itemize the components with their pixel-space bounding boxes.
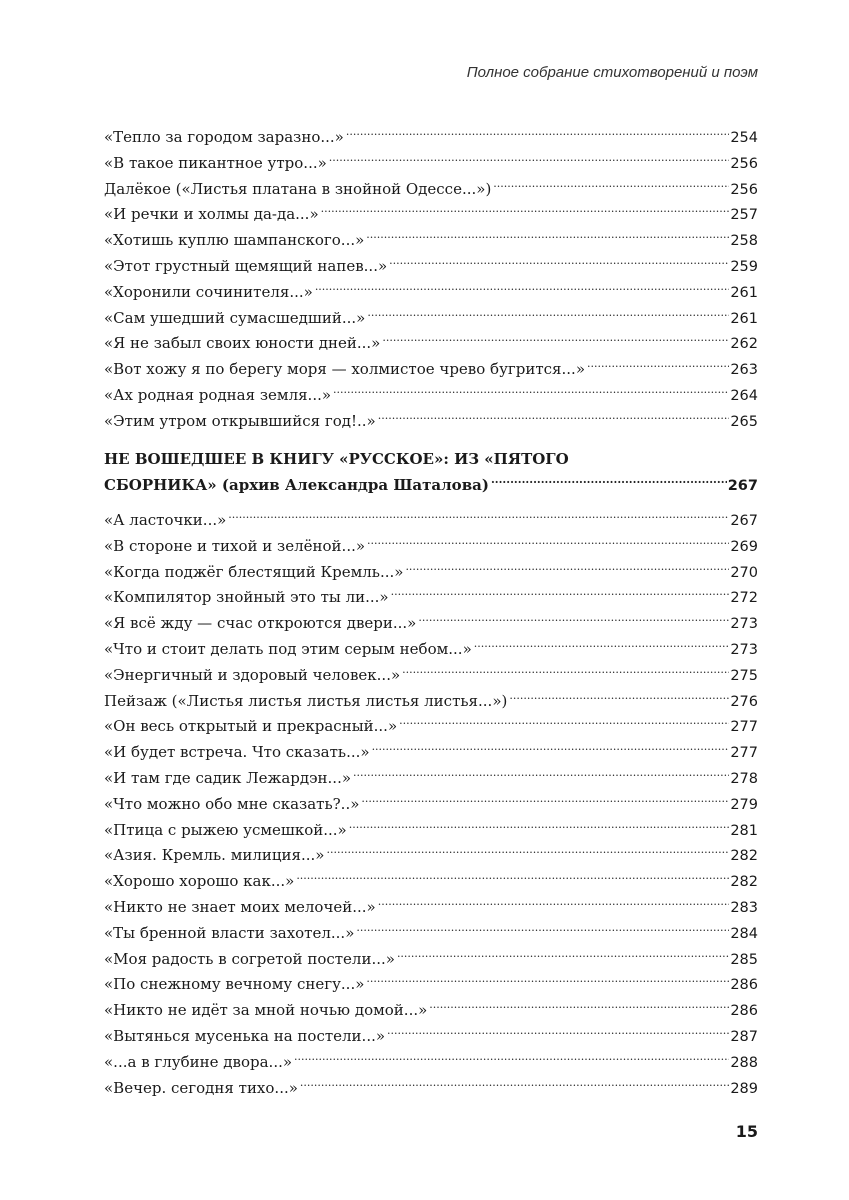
toc-entry-title: «И речки и холмы да-да...» <box>104 205 319 224</box>
running-header: Полное собрание стихотворений и поэм <box>466 64 758 81</box>
section-heading-page: 267 <box>727 478 758 494</box>
toc-entry-title: Далёкое («Листья платана в знойной Одессе...») <box>104 179 492 198</box>
dot-leader <box>367 531 729 551</box>
toc-entry-title: «...а в глубине двора...» <box>104 1052 293 1071</box>
dot-leader <box>353 763 729 783</box>
toc-entry[interactable] <box>104 815 758 839</box>
dot-leader <box>300 1073 729 1093</box>
toc-entry-title: «В такое пикантное утро...» <box>104 153 327 172</box>
page-number: 15 <box>735 1122 758 1141</box>
section-heading-line1: НЕ ВОШЕДШЕЕ В КНИГУ «РУССКОЕ»: ИЗ «ПЯТОГО <box>104 450 569 468</box>
toc-entry[interactable] <box>104 380 758 404</box>
toc-entry-page: 258 <box>730 233 758 250</box>
toc-entry-page: 264 <box>730 388 758 404</box>
toc-entry[interactable] <box>104 174 758 198</box>
toc-entry[interactable] <box>104 303 758 327</box>
toc-entry[interactable] <box>104 199 758 224</box>
toc-entry[interactable] <box>104 122 758 146</box>
dot-leader <box>326 840 729 860</box>
toc-entry-page: 285 <box>730 951 758 968</box>
dot-leader <box>228 505 729 525</box>
toc-entry-title: «Вечер. сегодня тихо...» <box>104 1078 298 1097</box>
toc-entry-title: «Хорошо хорошо как...» <box>104 872 295 891</box>
toc-entry-page: 281 <box>730 822 758 839</box>
toc-entry-title: «Никто не идёт за мной ночью домой...» <box>104 1001 428 1020</box>
toc-entry-page: 277 <box>730 719 758 736</box>
toc-entry-title: Пейзаж («Листья листья листья листья листья...») <box>104 691 508 710</box>
toc-entry-page: 261 <box>730 284 758 301</box>
toc-entry[interactable] <box>104 148 758 172</box>
dot-leader <box>391 582 730 602</box>
toc-entry[interactable] <box>104 354 758 379</box>
toc-entry-title: «Ах родная родная земля...» <box>104 386 332 404</box>
toc-entry[interactable] <box>104 634 758 658</box>
toc-entry[interactable] <box>104 277 758 301</box>
toc-entry[interactable] <box>104 557 758 581</box>
toc-entry-page: 256 <box>730 155 758 172</box>
toc-entry[interactable] <box>104 1021 758 1045</box>
toc-entry[interactable] <box>104 582 758 607</box>
dot-leader <box>329 148 730 168</box>
toc-entry-page: 286 <box>730 977 758 994</box>
dot-leader <box>378 892 730 912</box>
toc-entry-page: 286 <box>730 1003 758 1020</box>
toc-entry-title: «Вот хожу я по берегу моря — холмистое чрево бугрится...» <box>104 360 586 379</box>
toc-entry-page: 256 <box>730 181 758 198</box>
toc-entry-page: 282 <box>730 874 758 891</box>
toc-entry-page: 284 <box>730 925 758 942</box>
toc-entry-title: «Моя радость в согретой постели...» <box>104 949 395 968</box>
toc-entry-title: «Энергичный и здоровый человек...» <box>104 665 401 684</box>
toc-entry-title: «Он весь открытый и прекрасный...» <box>104 717 398 736</box>
toc-entry-page: 282 <box>730 848 758 865</box>
toc-entry-page: 287 <box>730 1029 758 1045</box>
toc-entry[interactable] <box>104 789 758 813</box>
dot-leader <box>491 470 727 490</box>
dot-leader <box>372 737 730 757</box>
toc-entry-title: «Этим утром открывшийся год!..» <box>104 411 376 430</box>
toc-entry[interactable] <box>104 918 758 942</box>
toc-entry-title: «Хотишь куплю шампанского...» <box>104 231 365 250</box>
toc-entry-page: 257 <box>730 207 758 224</box>
toc-entry-page: 276 <box>730 693 758 710</box>
toc-entry-page: 263 <box>730 362 758 379</box>
toc-entry-page: 270 <box>730 564 758 581</box>
toc-entry-page: 275 <box>730 667 758 684</box>
dot-leader <box>296 866 729 886</box>
toc-entry-page: 265 <box>730 413 758 430</box>
dot-leader <box>389 251 729 271</box>
toc-entry-page: 259 <box>730 259 758 275</box>
dot-leader <box>378 406 730 426</box>
toc-entry-page: 261 <box>730 310 758 327</box>
dot-leader <box>367 303 729 323</box>
dot-leader <box>349 815 730 835</box>
toc-entry[interactable] <box>104 225 758 250</box>
toc-entry-title: «Вытянься мусенька на постели...» <box>104 1027 386 1045</box>
toc-entry[interactable] <box>104 892 758 916</box>
toc-entry-title: «А ласточки...» <box>104 511 227 529</box>
dot-leader <box>587 354 729 374</box>
dot-leader <box>321 199 730 219</box>
dot-leader <box>387 1021 729 1041</box>
toc-entry-title: «И будет встреча. Что сказать...» <box>104 743 370 762</box>
section-heading[interactable] <box>104 448 758 497</box>
toc-entry-title: «Я всё жду — счас откроются двери...» <box>104 614 417 633</box>
toc-entry-title: «Хоронили сочинителя...» <box>104 282 313 301</box>
toc-entry-page: 288 <box>730 1054 758 1071</box>
toc-entry-page: 279 <box>730 796 758 813</box>
section-heading-line2 <box>104 470 758 497</box>
toc-entry[interactable] <box>104 608 758 633</box>
dot-leader <box>429 995 729 1015</box>
toc-entry-page: 269 <box>730 538 758 555</box>
toc-entry[interactable] <box>104 531 758 555</box>
toc-entry-title: «В стороне и тихой и зелёной...» <box>104 536 366 555</box>
dot-leader <box>405 557 729 577</box>
toc-entry-title: «Этот грустный щемящий напев...» <box>104 257 388 275</box>
toc-entry-title: «И там где садик Лежардэн...» <box>104 769 352 787</box>
toc-entry[interactable] <box>104 406 758 430</box>
toc-entry-page: 283 <box>730 900 758 916</box>
dot-leader <box>346 122 729 142</box>
dot-leader <box>382 328 729 348</box>
toc-entry-title: «Птица с рыжею усмешкой...» <box>104 820 347 839</box>
dot-leader <box>474 634 730 654</box>
toc-entry[interactable] <box>104 660 758 684</box>
toc-entry-title: «Когда поджёг блестящий Кремль...» <box>104 562 404 581</box>
toc-entry-page: 273 <box>730 616 758 633</box>
dot-leader <box>397 944 729 964</box>
dot-leader <box>361 789 729 809</box>
toc-entry-title: «Тепло за городом заразно...» <box>104 128 344 146</box>
toc-entry-page: 262 <box>730 336 758 353</box>
toc-entry[interactable] <box>104 1047 758 1071</box>
toc-entry-page: 254 <box>730 130 758 146</box>
section-heading-title: СБОРНИКА» (архив Александра Шаталова) <box>104 476 489 494</box>
toc-entry-page: 273 <box>730 642 758 658</box>
toc-entry[interactable] <box>104 840 758 865</box>
toc-entry[interactable] <box>104 1073 758 1097</box>
toc-entry-title: «Никто не знает моих мелочей...» <box>104 898 376 916</box>
dot-leader <box>399 711 729 731</box>
toc-entry[interactable] <box>104 969 758 994</box>
toc-entry-page: 278 <box>730 771 758 787</box>
toc-entry-page: 267 <box>730 513 758 529</box>
toc-entry[interactable] <box>104 866 758 891</box>
toc-entry-title: «Что можно обо мне сказать?..» <box>104 794 360 813</box>
toc-entry[interactable] <box>104 995 758 1020</box>
toc-entry[interactable] <box>104 944 758 968</box>
toc-entry-title: «Что и стоит делать под этим серым небом...» <box>104 640 472 658</box>
toc-entry[interactable] <box>104 711 758 736</box>
dot-leader <box>333 380 729 400</box>
toc-entry-title: «По снежному вечному снегу...» <box>104 975 365 994</box>
toc-entry[interactable] <box>104 737 758 762</box>
toc-entry[interactable] <box>104 328 758 353</box>
toc-entry-title: «Азия. Кремль. милиция...» <box>104 846 325 865</box>
toc-entry-title: «Я не забыл своих юности дней...» <box>104 334 381 353</box>
dot-leader <box>402 660 729 680</box>
dot-leader <box>509 686 729 706</box>
toc-entry-title: «Ты бренной власти захотел...» <box>104 923 355 942</box>
toc-entry[interactable] <box>104 763 758 787</box>
toc-entry-page: 289 <box>730 1080 758 1097</box>
toc-entry-page: 277 <box>730 745 758 762</box>
dot-leader <box>366 969 729 989</box>
dot-leader <box>315 277 730 297</box>
toc-entry-title: «Сам ушедший сумасшедший...» <box>104 308 366 327</box>
dot-leader <box>366 225 729 245</box>
dot-leader <box>493 174 729 194</box>
toc-entry-title: «Компилятор знойный это ты ли...» <box>104 588 389 607</box>
toc-entry[interactable] <box>104 251 758 275</box>
toc-entry[interactable] <box>104 686 758 710</box>
dot-leader <box>356 918 729 938</box>
toc-entry[interactable] <box>104 505 758 529</box>
toc-entry-page: 272 <box>730 590 758 607</box>
dot-leader <box>294 1047 729 1067</box>
dot-leader <box>418 608 729 628</box>
